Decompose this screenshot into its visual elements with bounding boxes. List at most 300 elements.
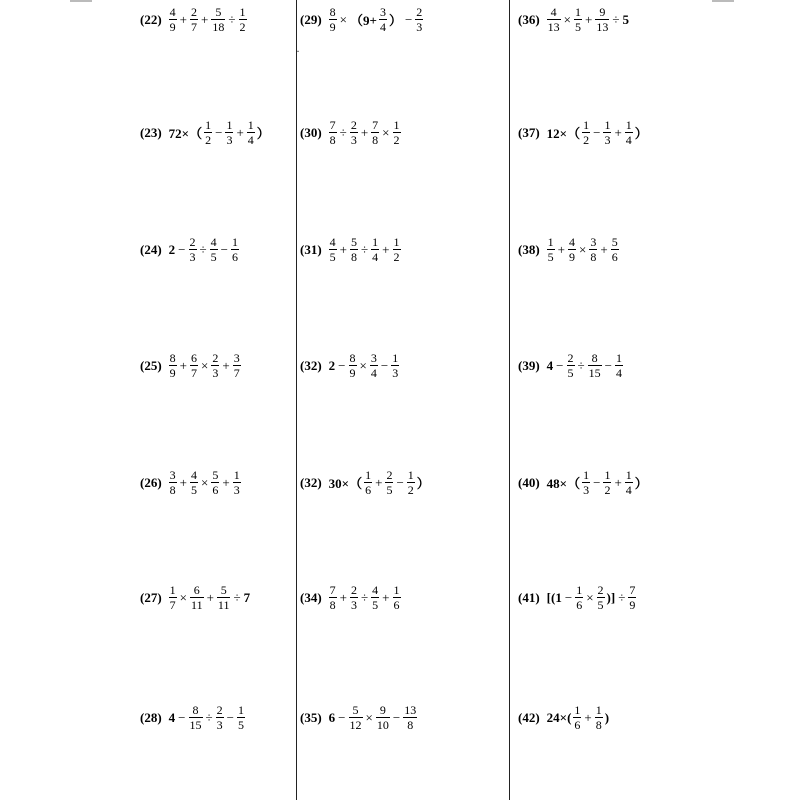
operator: − — [215, 124, 223, 140]
fraction — [350, 235, 358, 264]
numerator: 1 — [625, 118, 632, 132]
numerator: 6 — [191, 351, 198, 365]
fraction — [247, 118, 255, 147]
denominator: 3 — [604, 133, 611, 147]
expression-text: 24×( — [546, 709, 572, 725]
expression-text: （9+ — [350, 13, 377, 28]
fraction — [371, 583, 379, 612]
numerator: 5 — [352, 703, 359, 717]
operator: × — [359, 357, 367, 373]
numerator: 1 — [393, 583, 400, 597]
numerator: 2 — [189, 235, 196, 249]
problem-number: (38) — [518, 241, 540, 257]
operator: − — [593, 124, 601, 140]
fraction — [169, 468, 177, 497]
problem-number: (32) — [300, 474, 322, 490]
numerator: 4 — [191, 468, 198, 482]
denominator: 2 — [205, 133, 212, 147]
expression-text: 30×（ — [328, 476, 363, 491]
denominator: 8 — [590, 250, 597, 264]
problem-number: (22) — [140, 11, 162, 27]
column-divider-left — [296, 0, 297, 800]
denominator: 5 — [597, 598, 604, 612]
denominator: 8 — [407, 718, 414, 732]
numerator: 2 — [567, 351, 574, 365]
operator: ÷ — [339, 124, 347, 140]
operator: + — [585, 11, 593, 27]
numerator: 9 — [599, 5, 606, 19]
numerator: 8 — [192, 703, 199, 717]
operator: + — [339, 241, 348, 257]
problem-number: (24) — [140, 241, 162, 257]
expression-text: )] — [606, 589, 616, 605]
operator: − — [392, 709, 401, 725]
expression-text: ） — [634, 476, 648, 491]
expression-text: ） — [634, 126, 648, 141]
fraction — [189, 703, 203, 732]
operator: − — [178, 709, 186, 725]
denominator: 2 — [583, 133, 590, 147]
operator: × — [586, 589, 594, 605]
problem-26 — [140, 468, 242, 497]
problem-number: (23) — [140, 124, 162, 140]
denominator: 6 — [365, 483, 372, 497]
problem-number: (25) — [140, 357, 162, 373]
fraction — [603, 118, 611, 147]
problem-27 — [140, 583, 251, 612]
denominator: 3 — [233, 483, 240, 497]
numerator: 1 — [393, 118, 400, 132]
fraction — [231, 235, 239, 264]
denominator: 11 — [191, 598, 203, 612]
fraction — [210, 235, 218, 264]
denominator: 8 — [169, 483, 176, 497]
fraction — [379, 5, 387, 34]
denominator: 8 — [595, 718, 602, 732]
fraction — [370, 351, 378, 380]
denominator: 7 — [191, 366, 198, 380]
numerator: 1 — [407, 468, 414, 482]
denominator: 3 — [416, 20, 423, 34]
fraction — [589, 235, 597, 264]
expression-text: 2 — [168, 241, 176, 257]
operator: ÷ — [577, 357, 585, 373]
numerator: 3 — [590, 235, 597, 249]
denominator: 7 — [169, 598, 176, 612]
fraction — [233, 468, 241, 497]
fraction — [349, 703, 363, 732]
fraction — [403, 703, 417, 732]
fraction — [169, 351, 177, 380]
problem-28 — [140, 703, 246, 732]
fraction — [573, 703, 581, 732]
expression-text: 72×（ — [168, 126, 203, 141]
denominator: 13 — [547, 20, 560, 34]
denominator: 5 — [210, 250, 217, 264]
numerator: 2 — [597, 583, 604, 597]
numerator: 1 — [205, 118, 212, 132]
denominator: 7 — [233, 366, 240, 380]
operator: + — [382, 241, 390, 257]
fraction — [547, 5, 561, 34]
operator: × — [365, 709, 373, 725]
numerator: 4 — [210, 235, 217, 249]
numerator: 2 — [216, 703, 223, 717]
expression-text: 7 — [243, 589, 251, 605]
fraction — [211, 5, 225, 34]
fraction — [391, 351, 399, 380]
fraction — [603, 468, 611, 497]
denominator: 5 — [191, 483, 198, 497]
denominator: 7 — [191, 20, 198, 34]
numerator: 2 — [212, 351, 219, 365]
numerator: 1 — [604, 468, 611, 482]
numerator: 1 — [226, 118, 233, 132]
fraction — [190, 351, 198, 380]
numerator: 1 — [365, 468, 372, 482]
expression-text: 4 — [168, 709, 176, 725]
operator: ÷ — [612, 11, 620, 27]
expression-text: 2 — [328, 357, 336, 373]
numerator: 1 — [595, 703, 602, 717]
problem-number: (29) — [300, 11, 322, 27]
problem-31 — [300, 235, 402, 264]
fraction — [582, 468, 590, 497]
fraction — [233, 351, 241, 380]
operator: − — [178, 241, 186, 257]
numerator: 5 — [212, 468, 219, 482]
column-divider-right — [509, 0, 510, 800]
fraction — [611, 235, 619, 264]
denominator: 4 — [625, 483, 632, 497]
numerator: 7 — [329, 118, 336, 132]
fraction — [169, 583, 177, 612]
denominator: 4 — [370, 366, 377, 380]
operator: − — [604, 357, 612, 373]
denominator: 8 — [329, 133, 336, 147]
fraction — [393, 583, 401, 612]
problem-23 — [140, 118, 271, 147]
denominator: 15 — [588, 366, 601, 380]
fraction — [364, 468, 372, 497]
problem-number: (31) — [300, 241, 322, 257]
problem-41 — [518, 583, 637, 612]
denominator: 6 — [576, 598, 583, 612]
problem-number: (39) — [518, 357, 540, 373]
denominator: 5 — [372, 598, 379, 612]
fraction — [385, 468, 393, 497]
fraction — [393, 118, 401, 147]
numerator: 1 — [169, 583, 176, 597]
operator: − — [338, 357, 346, 373]
fraction — [568, 235, 576, 264]
problem-number: (30) — [300, 124, 322, 140]
fraction — [597, 583, 605, 612]
denominator: 3 — [392, 366, 399, 380]
operator: − — [226, 709, 234, 725]
operator: + — [375, 474, 383, 490]
operator: + — [201, 11, 209, 27]
denominator: 2 — [393, 133, 400, 147]
problem-number: (34) — [300, 589, 322, 605]
operator: × — [339, 11, 348, 27]
expression-text: 4 — [546, 357, 554, 373]
numerator: 1 — [233, 468, 240, 482]
numerator: 3 — [379, 5, 386, 19]
operator: ÷ — [618, 589, 626, 605]
problem-number: (28) — [140, 709, 162, 725]
operator: + — [179, 357, 188, 373]
denominator: 2 — [407, 483, 414, 497]
fraction — [237, 703, 245, 732]
numerator: 4 — [550, 5, 557, 19]
operator: + — [614, 124, 622, 140]
numerator: 1 — [604, 118, 611, 132]
expression-text: ） — [388, 13, 402, 28]
expression-text: ) — [604, 709, 610, 725]
operator: + — [179, 11, 188, 27]
operator: − — [556, 357, 564, 373]
numerator: 4 — [329, 235, 336, 249]
denominator: 2 — [393, 250, 400, 264]
problem-39 — [518, 351, 624, 380]
denominator: 3 — [350, 133, 357, 147]
operator: − — [220, 241, 228, 257]
denominator: 6 — [611, 250, 618, 264]
operator: + — [339, 589, 348, 605]
numerator: 7 — [372, 118, 379, 132]
denominator: 18 — [212, 20, 225, 34]
fraction — [350, 118, 358, 147]
fraction — [211, 468, 219, 497]
numerator: 5 — [351, 235, 358, 249]
problem-number: (42) — [518, 709, 540, 725]
fraction — [329, 5, 337, 34]
denominator: 5 — [575, 20, 582, 34]
denominator: 6 — [574, 718, 581, 732]
numerator: 13 — [404, 703, 417, 717]
fraction — [329, 118, 337, 147]
numerator: 1 — [576, 583, 583, 597]
operator: × — [563, 11, 572, 27]
denominator: 2 — [239, 20, 246, 34]
fraction — [415, 5, 423, 34]
numerator: 8 — [591, 351, 598, 365]
operator: × — [579, 241, 587, 257]
problem-35 — [300, 703, 418, 732]
fraction — [588, 351, 602, 380]
numerator: 7 — [329, 583, 336, 597]
problem-number: (36) — [518, 11, 540, 27]
numerator: 2 — [350, 118, 357, 132]
numerator: 5 — [611, 235, 618, 249]
problem-number: (27) — [140, 589, 162, 605]
fraction — [329, 235, 337, 264]
fraction — [625, 118, 633, 147]
numerator: 1 — [247, 118, 254, 132]
numerator: 8 — [329, 5, 336, 19]
denominator: 3 — [212, 366, 219, 380]
denominator: 5 — [238, 718, 244, 732]
fraction — [371, 118, 379, 147]
problem-24 — [140, 235, 240, 264]
numerator: 1 — [392, 351, 399, 365]
fraction — [625, 468, 633, 497]
denominator: 15 — [189, 718, 202, 732]
stray-mark: · — [296, 44, 300, 58]
denominator: 4 — [616, 366, 622, 380]
operator: ÷ — [228, 11, 236, 27]
fraction — [393, 235, 401, 264]
numerator: 4 — [169, 5, 176, 19]
denominator: 4 — [379, 20, 386, 34]
numerator: 2 — [386, 468, 393, 482]
operator: + — [382, 589, 390, 605]
problem-34 — [300, 583, 402, 612]
operator: × — [382, 124, 390, 140]
operator: ÷ — [205, 709, 213, 725]
denominator: 5 — [567, 366, 574, 380]
numerator: 3 — [370, 351, 377, 365]
fraction — [615, 351, 623, 380]
denominator: 9 — [349, 366, 356, 380]
fraction — [216, 703, 224, 732]
fraction — [628, 583, 636, 612]
denominator: 8 — [372, 133, 379, 147]
numerator: 7 — [629, 583, 636, 597]
operator: + — [222, 474, 230, 490]
denominator: 2 — [604, 483, 611, 497]
fraction — [169, 5, 177, 34]
numerator: 1 — [393, 235, 400, 249]
operator: + — [360, 124, 369, 140]
numerator: 1 — [575, 5, 582, 19]
operator: ÷ — [361, 241, 369, 257]
numerator: 1 — [625, 468, 632, 482]
denominator: 5 — [386, 483, 393, 497]
operator: + — [584, 709, 592, 725]
fraction — [217, 583, 231, 612]
operator: − — [338, 709, 346, 725]
problem-number: (32) — [300, 357, 322, 373]
denominator: 8 — [329, 598, 336, 612]
numerator: 8 — [169, 351, 176, 365]
fraction — [567, 351, 575, 380]
problem-32 — [300, 351, 400, 380]
fraction — [595, 5, 609, 34]
numerator: 1 — [616, 351, 622, 365]
fraction — [349, 351, 357, 380]
operator: + — [614, 474, 622, 490]
numerator: 1 — [372, 235, 379, 249]
problem-36 — [518, 5, 630, 34]
top-edge-mark — [712, 0, 734, 2]
denominator: 6 — [393, 598, 400, 612]
operator: + — [222, 357, 230, 373]
problem-number: (26) — [140, 474, 162, 490]
numerator: 4 — [569, 235, 576, 249]
operator: ÷ — [199, 241, 207, 257]
problem-number: (40) — [518, 474, 540, 490]
operator: + — [557, 241, 566, 257]
denominator: 9 — [169, 20, 176, 34]
problem-29 — [300, 5, 424, 34]
numerator: 2 — [351, 583, 358, 597]
numerator: 1 — [238, 703, 244, 717]
expression-text: ） — [256, 126, 270, 141]
numerator: 3 — [233, 351, 240, 365]
denominator: 13 — [596, 20, 609, 34]
fraction — [407, 468, 415, 497]
denominator: 11 — [217, 598, 230, 612]
numerator: 2 — [416, 5, 423, 19]
denominator: 6 — [212, 483, 219, 497]
problem-30 — [300, 118, 402, 147]
fraction — [547, 235, 555, 264]
fraction — [190, 468, 198, 497]
numerator: 1 — [574, 703, 581, 717]
operator: ÷ — [233, 589, 241, 605]
denominator: 5 — [547, 250, 554, 264]
numerator: 8 — [349, 351, 356, 365]
fraction — [329, 583, 337, 612]
operator: × — [201, 474, 209, 490]
fraction — [371, 235, 379, 264]
fraction — [225, 118, 233, 147]
fraction — [575, 583, 583, 612]
fraction — [376, 703, 390, 732]
problem-40 — [518, 468, 649, 497]
numerator: 1 — [239, 5, 246, 19]
problem-22 — [140, 5, 248, 34]
fraction — [204, 118, 212, 147]
numerator: 5 — [220, 583, 227, 597]
operator: − — [564, 589, 573, 605]
fraction — [595, 703, 603, 732]
operator: + — [179, 474, 188, 490]
numerator: 3 — [169, 468, 176, 482]
problem-37 — [518, 118, 649, 147]
denominator: 8 — [351, 250, 358, 264]
expression-text: 12×（ — [546, 126, 581, 141]
fraction — [574, 5, 582, 34]
denominator: 3 — [351, 598, 358, 612]
denominator: 3 — [216, 718, 223, 732]
numerator: 1 — [583, 468, 590, 482]
denominator: 4 — [625, 133, 632, 147]
denominator: 5 — [329, 250, 336, 264]
top-edge-mark — [70, 0, 92, 2]
fraction — [190, 5, 198, 34]
expression-text: 48×（ — [546, 476, 581, 491]
fraction — [350, 583, 358, 612]
denominator: 3 — [583, 483, 590, 497]
denominator: 6 — [232, 250, 238, 264]
denominator: 3 — [226, 133, 233, 147]
operator: ÷ — [361, 589, 369, 605]
denominator: 4 — [372, 250, 379, 264]
operator: − — [404, 11, 413, 27]
denominator: 9 — [329, 20, 336, 34]
denominator: 4 — [247, 133, 254, 147]
numerator: 9 — [379, 703, 386, 717]
operator: − — [593, 474, 601, 490]
expression-text: 5 — [622, 11, 629, 27]
problem-32 — [300, 468, 431, 497]
problem-number: (37) — [518, 124, 540, 140]
operator: × — [201, 357, 209, 373]
operator: + — [236, 124, 244, 140]
